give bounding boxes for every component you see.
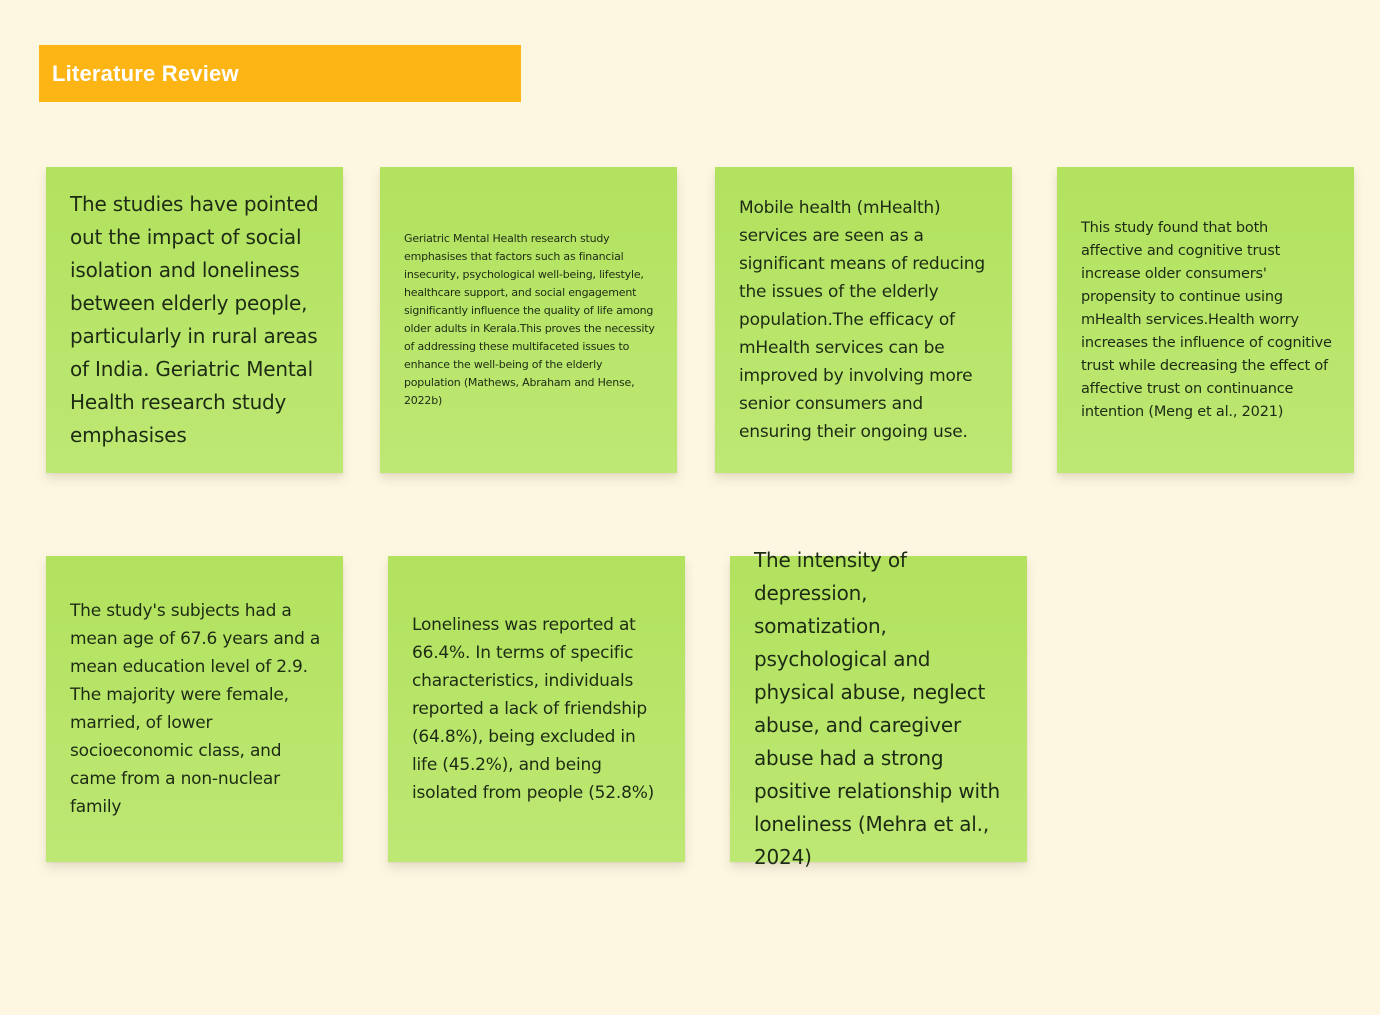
sticky-note-text: The studies have pointed out the impact of social isolation and loneliness between elderly people, particularly in rural areas of India. Geriatric Mental Health research study emphasises (70, 192, 319, 447)
sticky-note-depression-abuse[interactable] (730, 548, 1027, 869)
sticky-note-mhealth-services[interactable] (715, 167, 1012, 473)
sticky-note-text: Loneliness was reported at 66.4%. In terms of specific characteristics, individuals reported a lack of friendship (64.8%), being excluded in life (45.2%), and being isolated from people (52.8%) (412, 615, 655, 803)
sticky-note-kerala-quality-of-life[interactable] (380, 167, 677, 473)
sticky-note-subject-demographics[interactable] (46, 556, 343, 862)
sticky-note-loneliness-rates[interactable] (388, 556, 685, 862)
section-header-bar[interactable] (39, 45, 521, 102)
sticky-note-text: Mobile health (mHealth) services are seen as a significant means of reducing the issues of the elderly population.The efficacy of mHealth services can be improved by involving more senior consumers and ensuring their ongoing use. (739, 198, 985, 442)
sticky-note-text: This study found that both affective and cognitive trust increase older consumers' propensity to continue using mHealth services.Health worry increases the influence of cognitive trust while decreasing the effect of affective trust on continuance intention (Meng et al., 2021) (1081, 219, 1332, 420)
sticky-note-social-isolation[interactable] (46, 167, 343, 473)
sticky-note-trust-study[interactable] (1057, 167, 1354, 473)
sticky-note-text: The study's subjects had a mean age of 67.6 years and a mean education level of 2.9. The majority were female, married, of lower socioeconomic class, and came from a non-nuclear family (70, 601, 321, 817)
sticky-note-text: Geriatric Mental Health research study emphasises that factors such as financial insecurity, psychological well-being, lifestyle, healthcare support, and social engagement significantly influence the quality of life among older adults in Kerala.This proves the necessity of addressing these multifaceted issues to enhance the well-being of the elderly population (Mathews, Abraham and Hense, 2022b) (404, 232, 655, 407)
sticky-note-text: The intensity of depression, somatization, psychological and physical abuse, neglect abuse, and caregiver abuse had a strong positive relationship with loneliness (Mehra et al., 2024) (754, 548, 1000, 869)
section-title: Literature Review (52, 60, 239, 86)
